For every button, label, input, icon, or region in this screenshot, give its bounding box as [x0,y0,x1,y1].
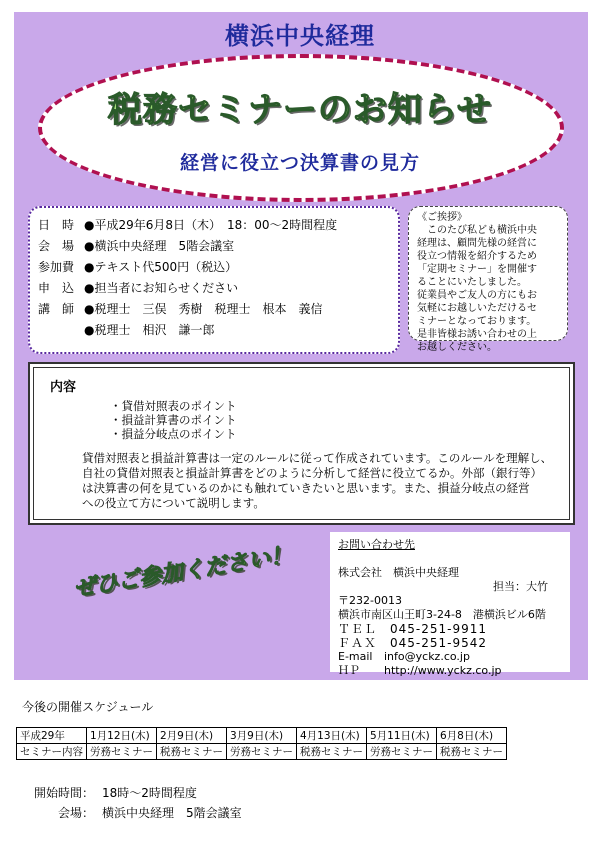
detail-value: ●テキスト代500円（税込） [84,260,238,274]
greeting-box [408,206,568,353]
detail-label: 参加費 [38,260,75,274]
table-cell: 3月9日(木) [227,728,297,744]
table-cell: 4月13日(木) [297,728,367,744]
sub-title: 経営に役立つ決算書の見方 [179,152,420,174]
table-cell: 1月12日(木) [87,728,157,744]
table-cell: 労務セミナー [367,744,437,760]
content-box [28,362,575,525]
start-label: 開始時間： [33,786,94,800]
contact-fax: ＦＡＸ 045-251-9542 [338,636,488,650]
detail-label: 会 場 [38,239,75,253]
description-line: への役立て方について説明します。 [82,496,265,510]
schedule-title: 今後の開催スケジュール [22,700,154,714]
contact-box [330,532,570,677]
greeting-line: このたび私ども横浜中央 [417,225,537,236]
contact-heading: お問い合わせ先 [338,538,415,551]
bullet-item: ・貸借対照表のポイント [110,399,237,413]
detail-label: 講 師 [38,302,75,316]
details-box [28,206,400,354]
main-title: 税務セミナーのお知らせ [108,90,492,130]
greeting-line: 経理は、顧問先様の経営に [417,238,537,249]
table-cell: 2月9日(木) [157,728,227,744]
contact-address: 横浜市南区山王町3-24-8 港横浜ビル6階 [338,608,546,621]
content-bullets [110,399,559,441]
greeting-line: 「定期セミナー」を開催す [417,264,537,275]
table-cell: 労務セミナー [87,744,157,760]
greeting-line: 役立つ情報を紹介するため [417,251,537,262]
hp-label: ＨＰ [338,664,360,677]
detail-row [38,298,390,319]
greeting-line: お越しください。 [417,342,497,353]
schedule-date-row [17,728,507,744]
detail-row [38,277,390,298]
bullet-item: ・損益分岐点のポイント [110,427,237,441]
table-cell: 税務セミナー [297,744,367,760]
description-line: は決算書の何を見ているのかにも触れていきたいと思います。また、損益分岐点の経営 [82,481,530,495]
content-inner [33,367,570,520]
table-cell: 5月11日(木) [367,728,437,744]
detail-value: ●横浜中央経理 5階会議室 [84,239,235,253]
organization-title: 横浜中央経理 [225,22,375,50]
hp-link[interactable]: http://www.yckz.co.jp [384,664,502,677]
greeting-line: 従業員やご友人の方にもお [417,290,537,301]
start-time-row [26,783,242,803]
table-cell: セミナー内容 [17,744,87,760]
contact-hp-row [338,664,562,678]
table-cell: 平成29年 [17,728,87,744]
detail-value: ●税理士 相沢 謙一郎 [84,323,215,337]
table-cell: 税務セミナー [157,744,227,760]
greeting-line: 是非皆様お誘い合わせの上 [417,329,537,340]
description-line: 自社の貸借対照表と損益計算書をどのように分析して経営に役立てるか。外部（銀行等） [82,466,542,480]
bullet-item: ・損益計算書のポイント [110,413,237,427]
slogan: ぜひご参加ください！ [72,542,294,602]
detail-value: ●平成29年6月8日（木） 18：00～2時間程度 [84,218,338,232]
contact-email-row [338,650,562,664]
detail-row [38,256,390,277]
venue-row [26,803,242,823]
detail-label: 日 時 [38,218,75,232]
schedule-content-row [17,744,507,760]
contact-tel: ＴＥＬ 045-251-9911 [338,622,488,636]
detail-row [38,235,390,256]
contact-postal: 〒232-0013 [338,594,402,607]
description-line: 貸借対照表と損益計算書は一定のルールに従って作成されています。このルールを理解し、 [82,451,553,465]
start-value: 18時～2時間程度 [102,786,197,800]
content-description [82,451,559,511]
greeting-line: ることにいたしました。 [417,277,527,288]
content-heading: 内容 [50,380,77,395]
detail-value: ●担当者にお知らせください [84,281,239,295]
detail-label: 申 込 [38,281,75,295]
greeting-heading: 《ご挨拶》 [417,212,467,223]
email-label: E-mail [338,650,373,663]
email-link[interactable]: info@yckz.co.jp [384,650,470,663]
schedule-footer [26,783,242,823]
detail-value: ●税理士 三俣 秀樹 税理士 根本 義信 [84,302,323,316]
venue-value: 横浜中央経理 5階会議室 [102,806,242,820]
table-cell: 税務セミナー [437,744,507,760]
table-cell: 労務セミナー [227,744,297,760]
contact-company: 株式会社 横浜中央経理 [338,566,459,579]
greeting-line: 気軽にお越しいただけるセ [417,303,537,314]
contact-staff: 担当：大竹 [493,580,548,593]
detail-row [38,319,390,340]
table-cell: 6月8日(木) [437,728,507,744]
venue-label: 会場： [57,806,94,820]
detail-row [38,214,390,235]
schedule-table [16,727,507,760]
greeting-line: ミナーとなっております。 [417,316,537,327]
